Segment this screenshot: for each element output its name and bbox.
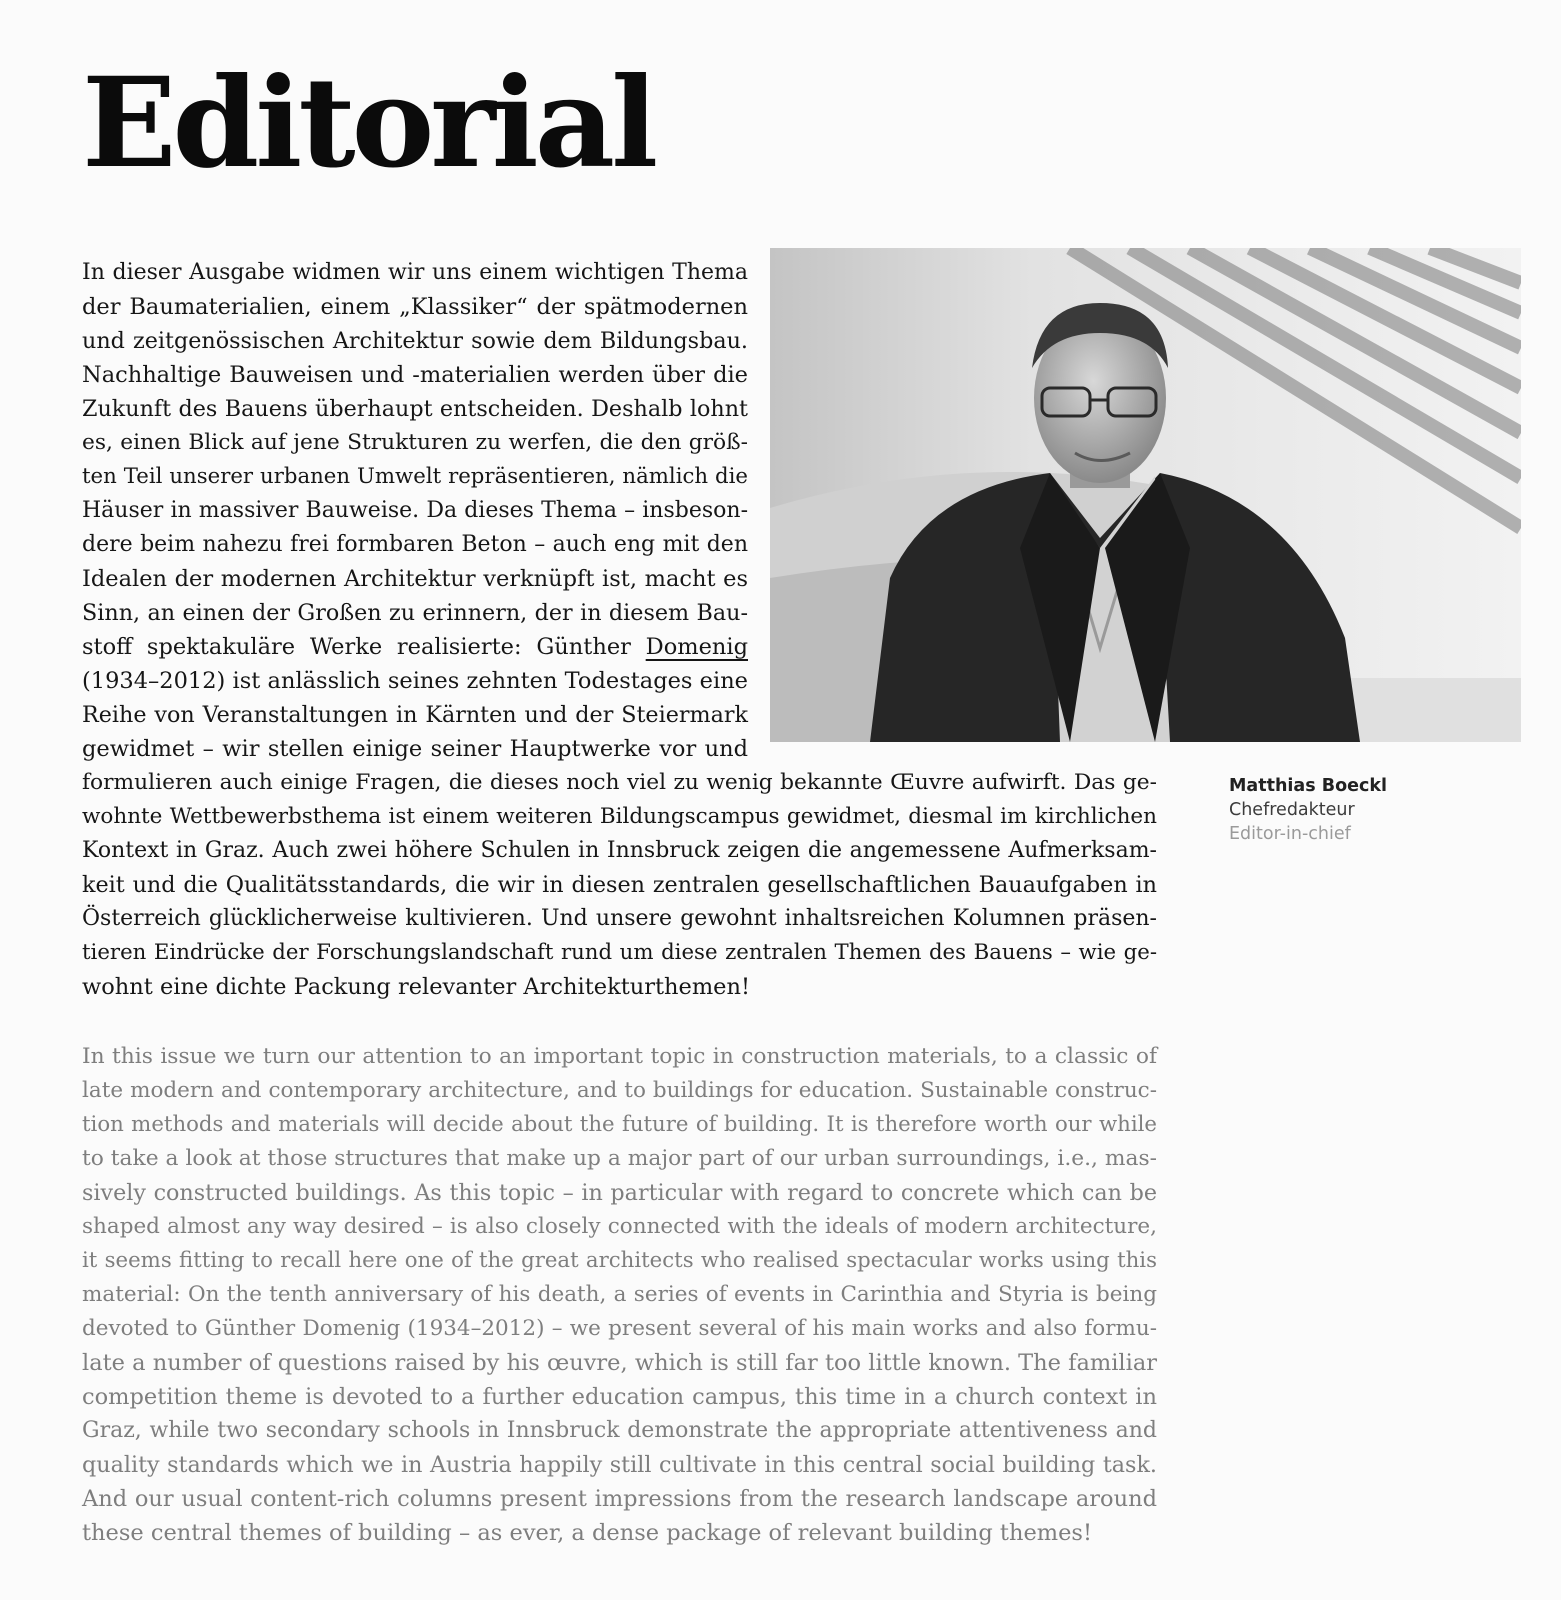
german-paragraph-wide — [82, 766, 1157, 1004]
text-line: to take a look at those structures that make up a major part of our urban surroundings, i.e., mas- — [82, 1146, 1157, 1171]
text-line: formulieren auch einige Fragen, die dieses noch viel zu wenig bekannte Œuvre aufwirft. Das ge- — [82, 770, 1157, 795]
text-line-segment: stoff spektakuläre Werke realisierte: Günther — [82, 634, 631, 660]
author-role-de: Chefredakteur — [1229, 800, 1355, 820]
text-line: ten Teil unserer urbanen Umwelt repräsentieren, nämlich die — [82, 464, 748, 489]
text-line: der Baumaterialien, einem „Klassiker“ der spätmodernen — [82, 294, 748, 320]
text-line: sively constructed buildings. As this topic – in particular with regard to concrete which can be — [82, 1180, 1157, 1206]
text-line: Kontext in Graz. Auch zwei höhere Schulen in Innsbruck zeigen die angemessene Aufmerksam- — [82, 838, 1157, 863]
text-line: Idealen der modernen Architektur verknüpft ist, macht es — [82, 566, 748, 592]
text-line: late a number of questions raised by his œuvre, which is still far too little known. The familiar — [82, 1350, 1157, 1376]
text-line: In this issue we turn our attention to an important topic in construction materials, to a classic of — [82, 1044, 1157, 1069]
text-line: Reihe von Veranstaltungen in Kärnten und der Steiermark — [82, 702, 748, 728]
text-line: wohnte Wettbewerbsthema ist einem weiteren Bildungscampus gewidmet, diesmal im kirchlichen — [82, 804, 1157, 829]
text-line: it seems fitting to recall here one of the great architects who realised spectacular works using this — [82, 1248, 1157, 1273]
text-line: shaped almost any way desired – is also closely connected with the ideals of modern architecture, — [82, 1214, 1157, 1239]
text-line: devoted to Günther Domenig (1934–2012) – we present several of his main works and also formu- — [82, 1316, 1157, 1341]
text-line: wohnt eine dichte Packung relevanter Architekturthemen! — [82, 974, 751, 1000]
author-caption — [1229, 774, 1387, 846]
text-line — [82, 630, 748, 664]
text-line: Häuser in massiver Bauweise. Da dieses Thema – insbeson- — [82, 498, 748, 523]
text-line: Sinn, an einen der Großen zu erinnern, der in diesem Bau- — [82, 600, 748, 626]
text-line: es, einen Blick auf jene Strukturen zu werfen, die den größ- — [82, 430, 748, 455]
author-name: Matthias Boeckl — [1229, 776, 1387, 796]
portrait-photo-icon — [770, 248, 1521, 742]
text-line: these central themes of building – as ever, a dense package of relevant building themes! — [82, 1520, 1092, 1546]
text-line: quality standards which we in Austria happily still cultivate in this central social building task. — [82, 1452, 1157, 1478]
page-title: Editorial — [82, 51, 655, 196]
author-role-en: Editor-in-chief — [1229, 824, 1351, 844]
text-line: Zukunft des Bauens überhaupt entscheiden. Deshalb lohnt — [82, 396, 748, 422]
text-line: und zeitgenössischen Architektur sowie dem Bildungsbau. — [82, 328, 748, 354]
text-line: Graz, while two secondary schools in Innsbruck demonstrate the appropriate attentiveness and — [82, 1418, 1157, 1443]
text-line: tion methods and materials will decide about the future of building. It is therefore worth our while — [82, 1112, 1157, 1137]
text-line: And our usual content-rich columns present impressions from the research landscape around — [82, 1486, 1157, 1512]
text-line: Österreich glücklicherweise kultivieren. Und unsere gewohnt inhaltsreichen Kolumnen präsen- — [82, 906, 1157, 931]
text-line: material: On the tenth anniversary of his death, a series of events in Carinthia and Styria is being — [82, 1282, 1157, 1307]
text-line: dere beim nahezu frei formbaren Beton – auch eng mit den — [82, 532, 748, 557]
text-line: (1934–2012) ist anlässlich seines zehnten Todestages eine — [82, 668, 748, 694]
text-line: tieren Eindrücke der Forschungslandschaft rund um diese zentralen Themen des Bauens – wie ge- — [82, 940, 1157, 965]
text-line: keit und die Qualitätsstandards, die wir in diesen zentralen gesellschaftlichen Bauaufgaben in — [82, 872, 1157, 898]
author-portrait-photo — [770, 248, 1521, 742]
text-line: gewidmet – wir stellen einige seiner Hauptwerke vor und — [82, 736, 748, 762]
text-line: late modern and contemporary architecture, and to buildings for education. Sustainable construc- — [82, 1078, 1157, 1103]
text-line: Nachhaltige Bauweisen und -materialien werden über die — [82, 362, 748, 388]
text-line: competition theme is devoted to a further education campus, this time in a church context in — [82, 1384, 1157, 1410]
underlined-name: Domenig — [645, 634, 748, 660]
german-paragraph-narrow — [82, 256, 748, 766]
english-paragraph — [82, 1040, 1157, 1550]
text-line: In dieser Ausgabe widmen wir uns einem wichtigen Thema — [82, 260, 748, 285]
